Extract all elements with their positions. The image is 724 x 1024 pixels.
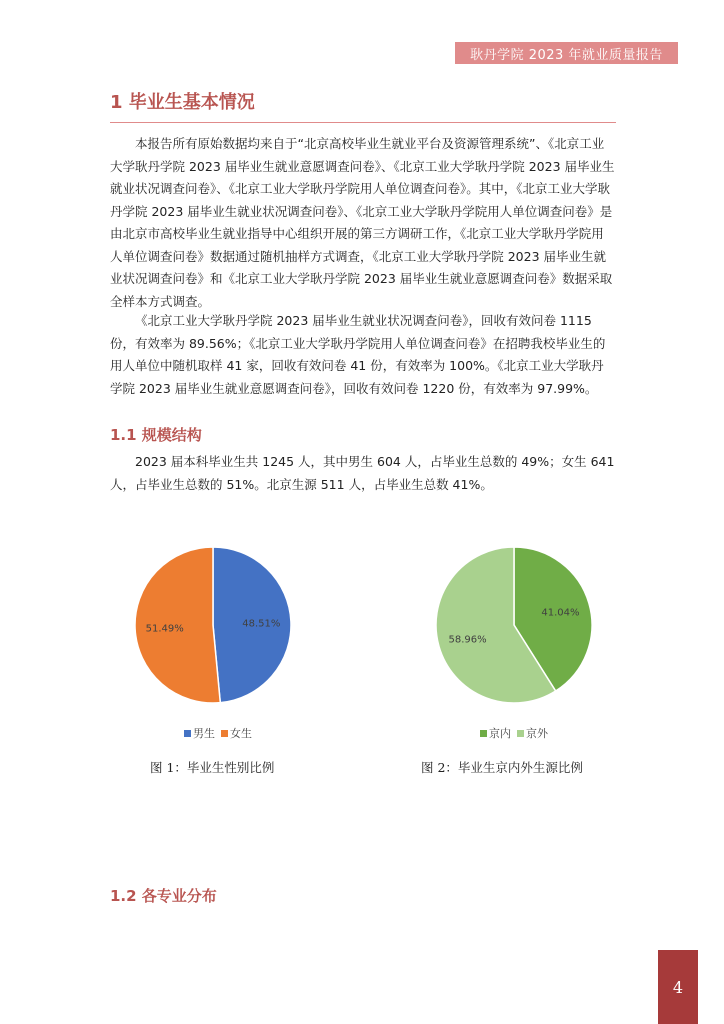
legend-swatch-female — [221, 730, 228, 737]
paragraph-scale-structure: 2023 届本科毕业生共 1245 人，其中男生 604 人，占毕业生总数的 49%；女生 641 人，占毕业生总数的 51%。北京生源 511 人，占毕业生总数 41%。 — [110, 454, 615, 492]
origin-legend — [418, 725, 610, 741]
legend-item-outside — [517, 725, 548, 741]
subsection-title-scale: 1.1 规模结构 — [110, 426, 202, 444]
paragraph-survey-stats: 《北京工业大学耿丹学院 2023 届毕业生就业状况调查问卷》，回收有效问卷 1115 份，有效率为 89.56%；《北京工业大学耿丹学院用人单位调查问卷》在招聘我校毕业生的用人单位中随机取样 41 家，回收有效问卷 41 份，有效率为 100%。《北京工业大学耿丹学院 2023 届毕业生就业意愿调查问卷》，回收有效问卷 1220 份，有效率为 97.99%。 — [110, 313, 606, 396]
origin-pie-chart — [418, 530, 610, 750]
legend-label-outside: 京外 — [526, 727, 548, 740]
origin-slice-label-0: 41.04% — [541, 607, 580, 619]
origin-slice-label-1: 58.96% — [448, 634, 487, 646]
legend-label-male: 男生 — [193, 727, 215, 740]
subsection-title-majors: 1.2 各专业分布 — [110, 887, 217, 905]
legend-swatch-male — [184, 730, 191, 737]
gender-pie-chart — [113, 530, 323, 750]
legend-swatch-outside — [517, 730, 524, 737]
legend-label-female: 女生 — [230, 727, 252, 740]
paragraph-data-sources: 本报告所有原始数据均来自于“北京高校毕业生就业平台及资源管理系统”、《北京工业大学耿丹学院 2023 届毕业生就业意愿调查问卷》、《北京工业大学耿丹学院 2023 届毕业生就业状况调查问卷》、《北京工业大学耿丹学院用人单位调查问卷》。其中，《北京工业大学耿丹学院 2023 届毕业生就业状况调查问卷》、《北京工业大学耿丹学院用人单位调查问卷》是由北京市高校毕业生就业指导中心组织开展的第三方调研工作，《北京工业大学耿丹学院用人单位调查问卷》数据通过随机抽样方式调查，《北京工业大学耿丹学院 2023 届毕业生就业状况调查问卷》和《北京工业大学耿丹学院 2023 届毕业生就业意愿调查问卷》数据采取全样本方式调查。 — [110, 136, 615, 309]
figure-caption-2: 图 2：毕业生京内外生源比例 — [421, 760, 583, 775]
legend-label-beijing: 京内 — [489, 727, 511, 740]
gender-slice-label-0: 48.51% — [242, 618, 281, 630]
legend-item-male — [184, 725, 215, 741]
gender-legend — [113, 725, 323, 741]
gender-slice-label-1: 51.49% — [145, 623, 184, 635]
figure-caption-1: 图 1：毕业生性别比例 — [150, 760, 275, 775]
page-number: 4 — [658, 950, 698, 1024]
origin-pie-svg — [418, 530, 610, 720]
report-header-tag: 耿丹学院 2023 年就业质量报告 — [455, 42, 678, 64]
legend-item-beijing — [480, 725, 511, 741]
legend-swatch-beijing — [480, 730, 487, 737]
legend-item-female — [221, 725, 252, 741]
gender-pie-svg — [113, 530, 323, 720]
title-divider — [110, 122, 616, 123]
section-title: 1 毕业生基本情况 — [110, 92, 255, 113]
